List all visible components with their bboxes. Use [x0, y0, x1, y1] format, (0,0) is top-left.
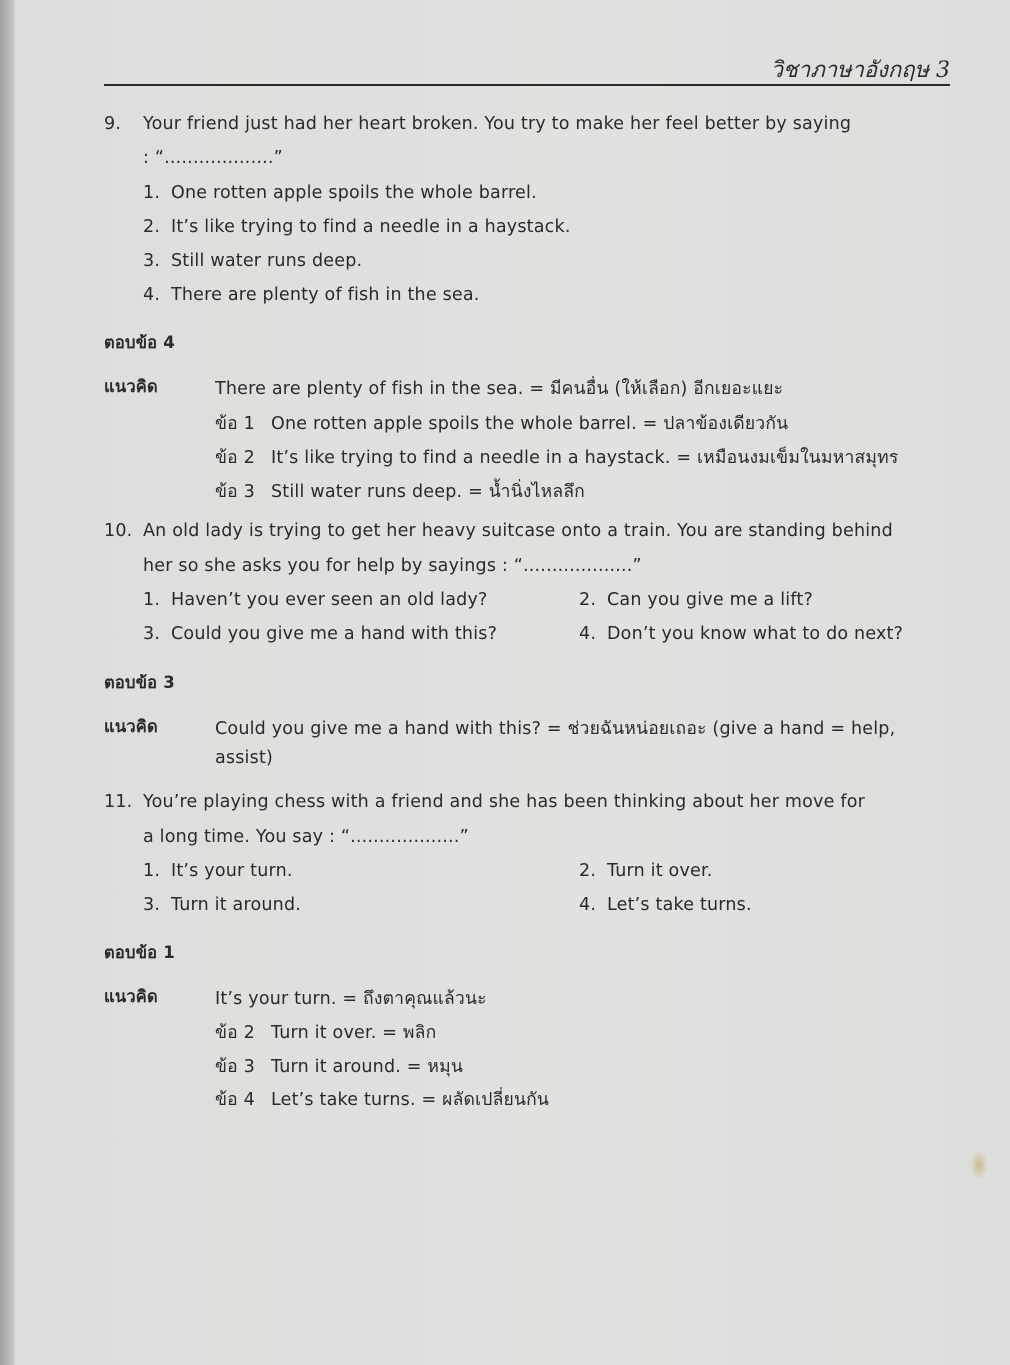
q9-option-3-text: Still water runs deep.: [171, 251, 363, 271]
q11-option-1-text: It’s your turn.: [171, 861, 293, 881]
q9-option-4-text: There are plenty of fish in the sea.: [171, 285, 480, 305]
q11-note-3-label: ข้อ 4: [215, 1090, 255, 1110]
q10-option-4-text: Don’t you know what to do next?: [607, 624, 904, 644]
q11-option-3-num: 3.: [143, 895, 161, 915]
q11-concept-label: แนวคิด: [104, 987, 158, 1006]
q11-concept-main: It’s your turn. = ถึงตาคุณแล้วนะ: [215, 989, 487, 1009]
q10-line2: her so she asks you for help by sayings : “...................”: [143, 556, 642, 576]
header-title: วิชาภาษาอังกฤษ 3: [770, 58, 950, 83]
q10-number: 10.: [104, 521, 133, 541]
q11-option-4-text: Let’s take turns.: [607, 895, 752, 915]
q11-note-1-text: Turn it over. = พลิก: [271, 1023, 437, 1043]
q11-line1: You’re playing chess with a friend and she has been thinking about her move for: [143, 792, 865, 812]
q10-concept-line1: Could you give me a hand with this? = ช่วยฉันหน่อยเถอะ (give a hand = help,: [215, 719, 896, 739]
q9-number: 9.: [104, 114, 122, 134]
q9-concept-label: แนวคิด: [104, 377, 158, 396]
q11-note-2-label: ข้อ 3: [215, 1057, 255, 1077]
q10-option-4-num: 4.: [579, 624, 597, 644]
q11-option-3-text: Turn it around.: [171, 895, 302, 915]
q9-line2: : “...................”: [143, 148, 283, 168]
page-spine-shadow: [0, 0, 14, 1365]
q9-note-3-text: Still water runs deep. = น้ำนิ่งไหลลึก: [271, 482, 585, 502]
q11-option-4-num: 4.: [579, 895, 597, 915]
q10-concept-label: แนวคิด: [104, 717, 158, 736]
running-header: [104, 48, 950, 86]
q9-option-4-num: 4.: [143, 285, 161, 305]
q11-option-1-num: 1.: [143, 861, 161, 881]
q9-note-1-label: ข้อ 1: [215, 414, 255, 434]
q9-note-1-text: One rotten apple spoils the whole barrel. = ปลาข้องเดียวกัน: [271, 414, 789, 434]
q9-option-3-num: 3.: [143, 251, 161, 271]
q10-answer: ตอบข้อ 3: [104, 673, 175, 692]
q9-option-1-text: One rotten apple spoils the whole barrel.: [171, 183, 537, 203]
q10-option-1-text: Haven’t you ever seen an old lady?: [171, 590, 488, 610]
q9-note-2-label: ข้อ 2: [215, 448, 255, 468]
q10-option-2-text: Can you give me a lift?: [607, 590, 813, 610]
q9-note-3-label: ข้อ 3: [215, 482, 255, 502]
q11-option-2-num: 2.: [579, 861, 597, 881]
q9-concept-main: There are plenty of fish in the sea. = มีคนอื่น (ให้เลือก) อีกเยอะแยะ: [215, 379, 784, 399]
q10-option-2-num: 2.: [579, 590, 597, 610]
q11-note-1-label: ข้อ 2: [215, 1023, 255, 1043]
q11-note-3-text: Let’s take turns. = ผลัดเปลี่ยนกัน: [271, 1090, 550, 1110]
q11-line2: a long time. You say : “...................”: [143, 827, 469, 847]
q10-concept-line2: assist): [215, 748, 274, 768]
q10-option-3-text: Could you give me a hand with this?: [171, 624, 498, 644]
q10-option-3-num: 3.: [143, 624, 161, 644]
q9-option-1-num: 1.: [143, 183, 161, 203]
q11-answer: ตอบข้อ 1: [104, 943, 175, 962]
q9-option-2-text: It’s like trying to find a needle in a haystack.: [171, 217, 571, 237]
q9-line1: Your friend just had her heart broken. You try to make her feel better by saying: [143, 114, 852, 134]
q9-note-2-text: It’s like trying to find a needle in a haystack. = เหมือนงมเข็มในมหาสมุทร: [271, 448, 899, 468]
q10-line1: An old lady is trying to get her heavy suitcase onto a train. You are standing behind: [143, 521, 893, 541]
q11-number: 11.: [104, 792, 133, 812]
paper-stain: [970, 1150, 988, 1180]
q9-option-2-num: 2.: [143, 217, 161, 237]
q10-option-1-num: 1.: [143, 590, 161, 610]
q11-option-2-text: Turn it over.: [607, 861, 713, 881]
q9-answer: ตอบข้อ 4: [104, 333, 175, 352]
q11-note-2-text: Turn it around. = หมุน: [271, 1057, 464, 1077]
